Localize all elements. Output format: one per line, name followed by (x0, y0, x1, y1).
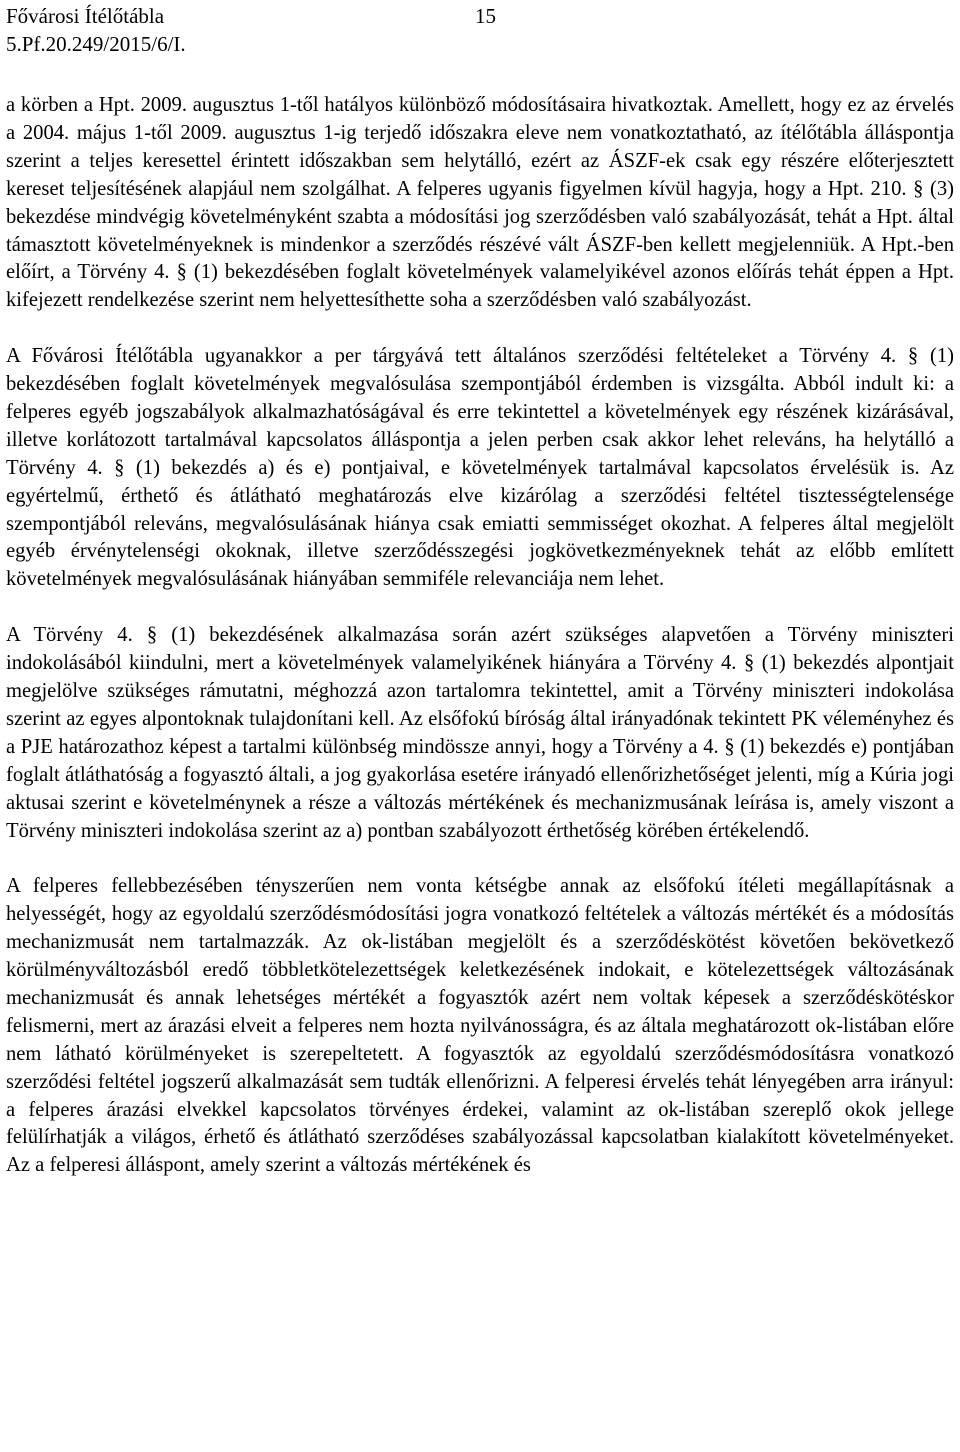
page-header (6, 0, 954, 92)
document-page (6, 0, 954, 1180)
court-name: Fővárosi Ítélőtábla (6, 4, 165, 28)
page-number: 15 (475, 4, 496, 28)
case-number: 5.Pf.20.249/2015/6/I. (6, 32, 186, 56)
document-body (6, 92, 954, 1180)
paragraph-2: A Fővárosi Ítélőtábla ugyanakkor a per tárgyává tett általános szerződési feltételeket a Törvény 4. § (1) bekezdésében foglalt követelmények megvalósulása szempontjából érdemben is vizsgálta. Abból indult ki: a felperes egyéb jogszabályok alkalmazhatóságával és erre tekintettel a követelmények egy részének kizárásával, illetve korlátozott tartalmával kapcsolatos álláspontja a jelen perben csak akkor lehet releváns, ha helytálló a Törvény 4. § (1) bekezdés a) és e) pontjaival, e követelmények tartalmával kapcsolatos érvelésük is. Az egyértelmű, érthető és átlátható meghatározás elve kizárólag a szerződési feltétel tisztességtelensége szempontjából releváns, megvalósulásának hiánya csak emiatti semmisséget okozhat. A felperes által megjelölt egyéb érvénytelenségi okoknak, illetve szerződésszegési jogkövetkezményeknek tehát az előbb említett követelmények megvalósulásának hiányában semmiféle relevanciája nem lehet. (6, 345, 954, 591)
paragraph-3: A Törvény 4. § (1) bekezdésének alkalmazása során azért szükséges alapvetően a Törvény miniszteri indokolásából kiindulni, mert a követelmények valamelyikének hiányára a Törvény 4. § (1) bekezdés alpontjait megjelölve szükséges rámutatni, méghozzá azon tartalomra tekintettel, amit a Törvény miniszteri indokolása szerint az egyes alpontoknak tulajdonítani kell. Az elsőfokú bíróság által irányadónak tekintett PK véleményhez és a PJE határozathoz képest a tartalmi különbség mindössze annyi, hogy a Törvény a 4. § (1) bekezdés e) pontjában foglalt átláthatóság a fogyasztó általi, a jog gyakorlása esetére irányadó ellenőrizhetőséget jelenti, míg a Kúria jogi aktusai szerint e követelménynek a része a változás mértékének és mechanizmusának leírása is, amely viszont a Törvény miniszteri indokolása szerint az a) pontban szabályozott érthetőség körében értékelendő. (6, 624, 954, 842)
paragraph-1: a körben a Hpt. 2009. augusztus 1-től hatályos különböző módosításaira hivatkoztak. Amellett, hogy ez az érvelés a 2004. május 1-től 2009. augusztus 1-ig terjedő időszakra eleve nem vonatkoztatható, az ítélőtábla álláspontja szerint a teljes keresettel érintett időszakban sem helytálló, ezért az ÁSZF-ek csak egy részére előterjesztett kereset teljesítésének alapjául nem szolgálhat. A felperes ugyanis figyelmen kívül hagyja, hogy a Hpt. 210. § (3) bekezdése mindvégig követelményként szabta a módosítási jog szerződésben való szabályozását, tehát a Hpt. által támasztott követelményeknek is mindenkor a szerződés részévé vált ÁSZF-ben kellett megjelenniük. A Hpt.-ben előírt, a Törvény 4. § (1) bekezdésében foglalt követelmények valamelyikével azonos előírás tehát éppen a Hpt. kifejezett rendelkezése szerint nem helyettesíthette soha a szerződésben való szabályozást. (6, 94, 954, 312)
paragraph-4: A felperes fellebbezésében tényszerűen nem vonta kétségbe annak az elsőfokú ítéleti megállapításnak a helyességét, hogy az egyoldalú szerződésmódosítási jogra vonatkozó feltételek a változás mértékét és a módosítás mechanizmusát nem tartalmazzák. Az ok-listában megjelölt és a szerződéskötést követően bekövetkező körülményváltozásból eredő többletkötelezettségek keletkezésének indokait, e kötelezettségek változásának mechanizmusát és annak lehetséges mértékét a fogyasztók azért nem voltak képesek a szerződéskötéskor felismerni, mert az árazási elveit a felperes nem hozta nyilvánosságra, és az általa meghatározott ok-listában előre nem látható körülményeket is szerepeltetett. A fogyasztók az egyoldalú szerződésmódosításra vonatkozó szerződési feltétel jogszerű alkalmazását sem tudták ellenőrizni. A felperesi érvelés tehát lényegében arra irányul: a felperes árazási elvekkel kapcsolatos törvényes érdekei, valamint az ok-listában szereplő okok jellege felülírhatják a világos, érhető és átlátható szerződéses szabályozással kapcsolatban kialakított követelményeket. Az a felperesi álláspont, amely szerint a változás mértékének és (6, 875, 954, 1177)
